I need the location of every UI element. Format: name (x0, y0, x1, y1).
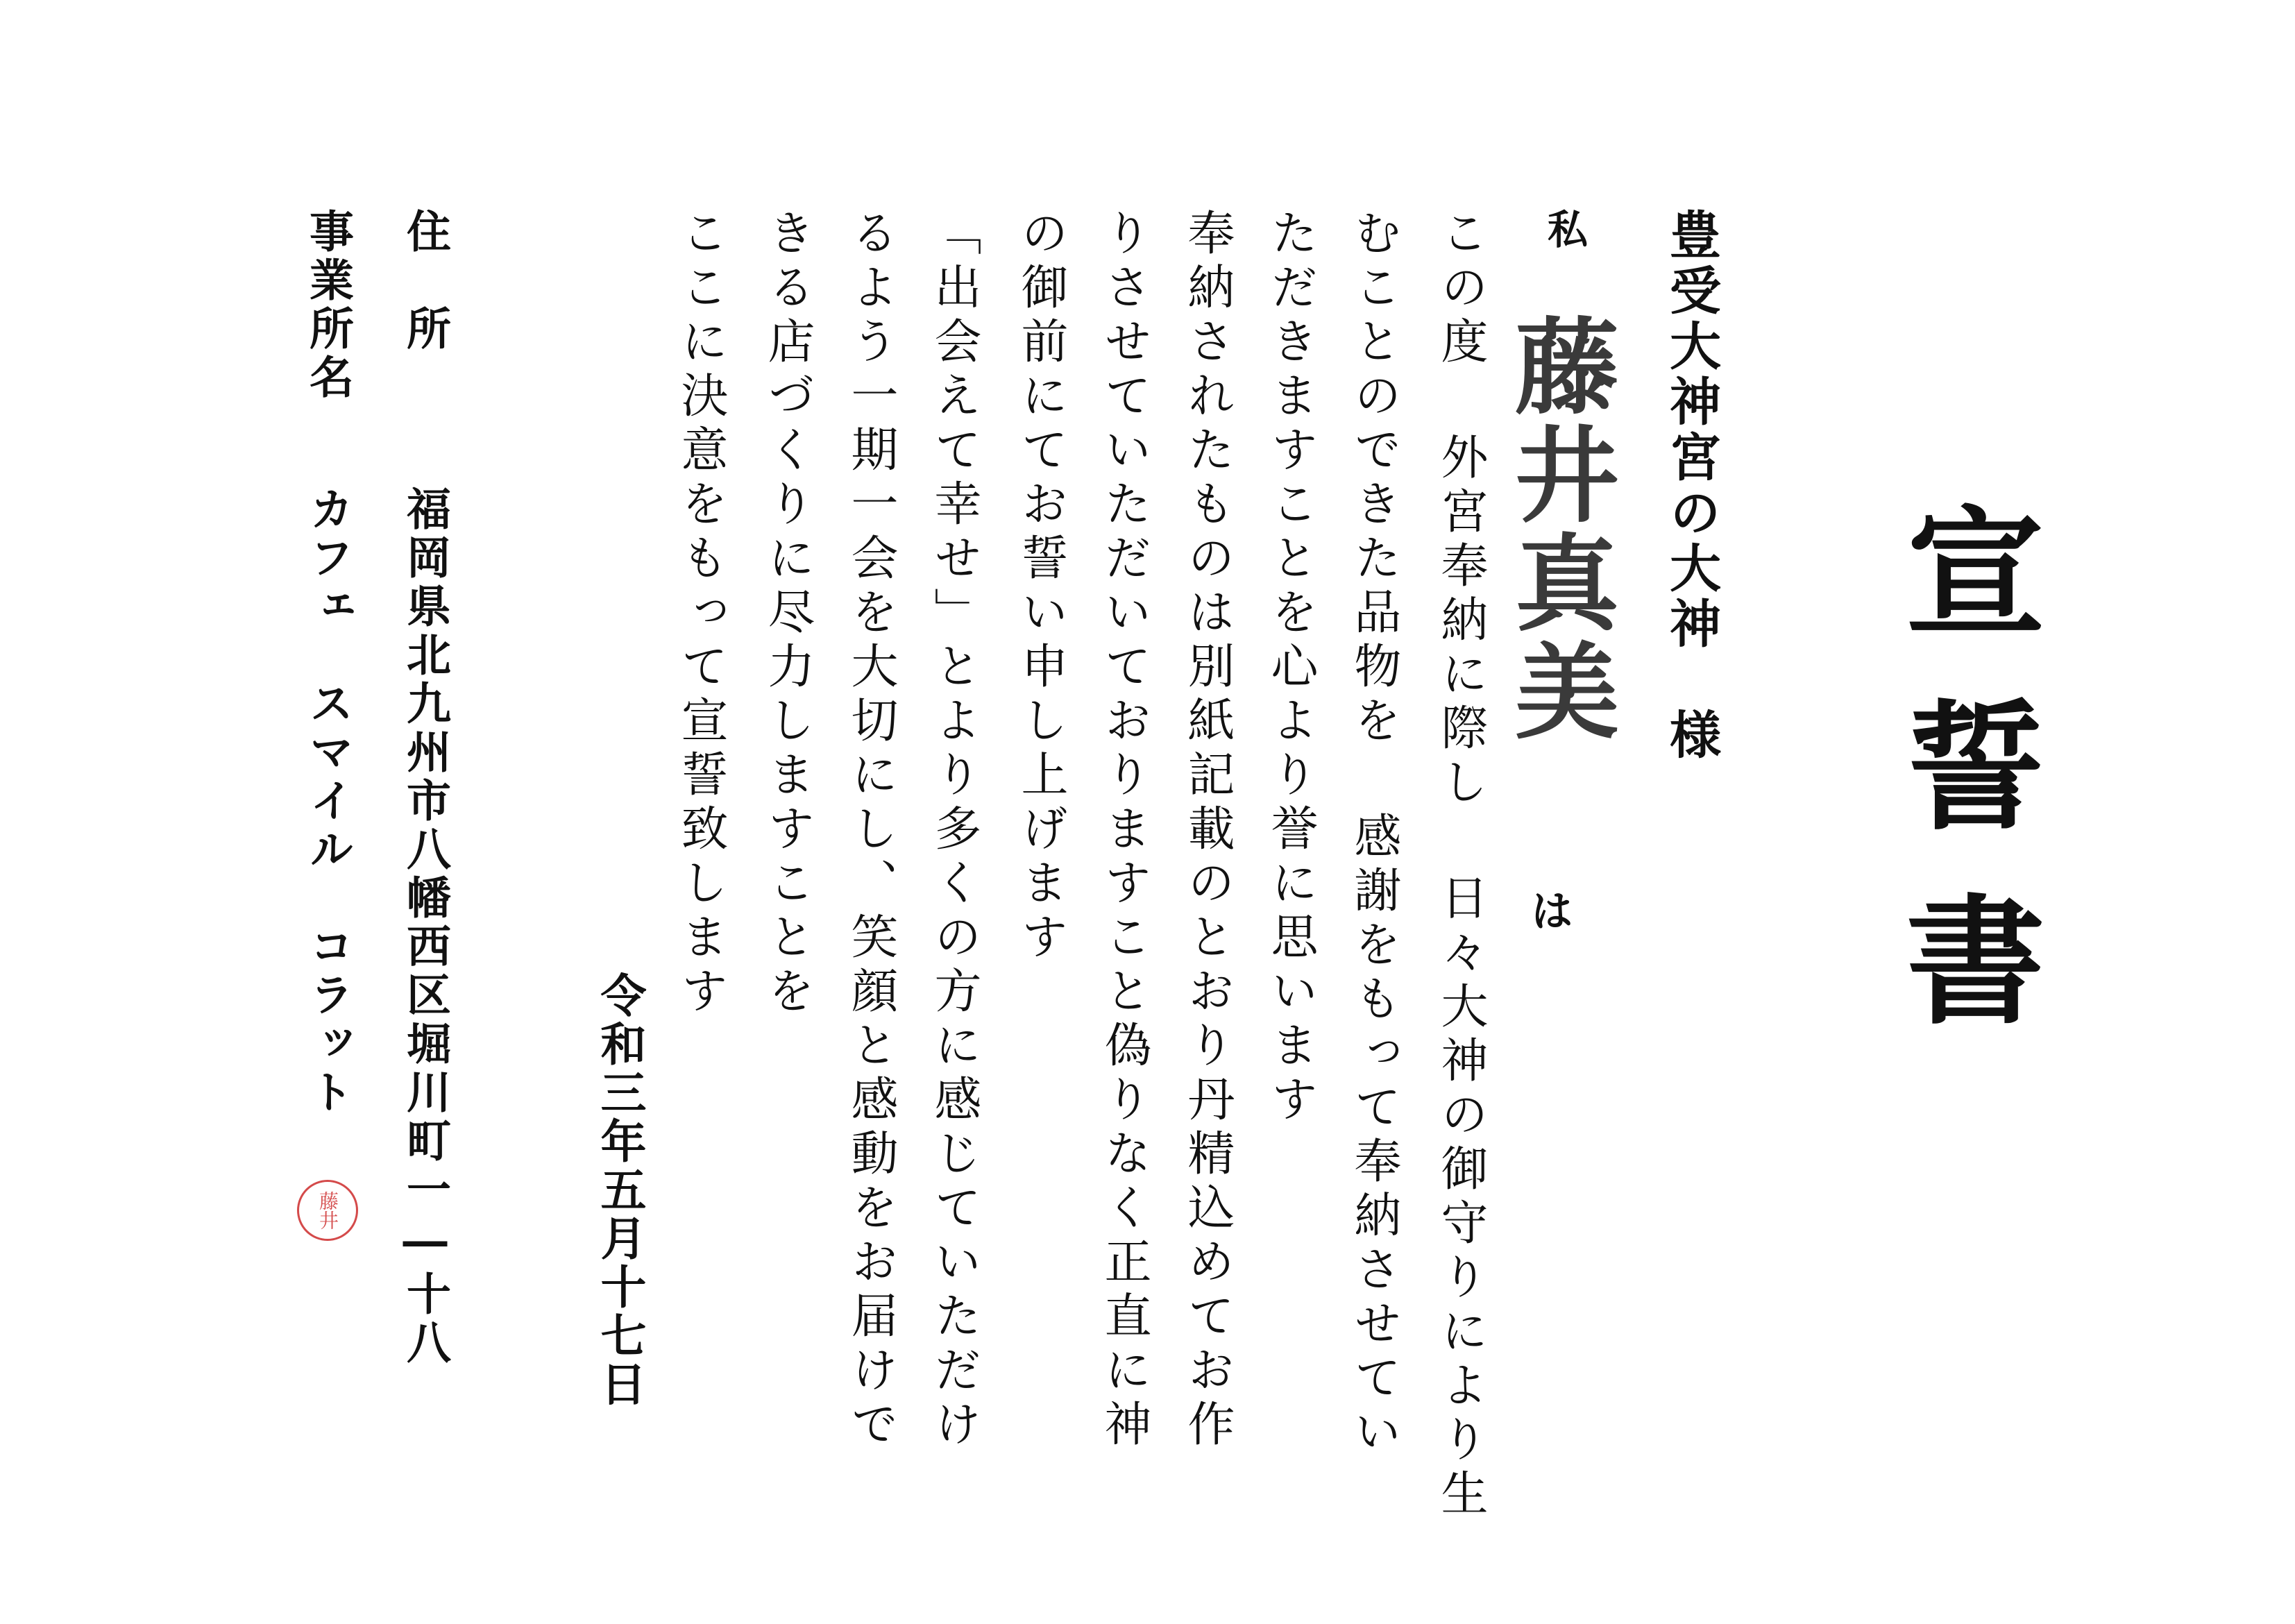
body-line-2: むことのできた品物を 感謝をもって奉納させてい (1346, 208, 1401, 1461)
body-line-9: きる店づくりに尽力しますことを (760, 208, 815, 1020)
seal-stamp: 藤井 (297, 1180, 358, 1241)
body-line-4: 奉納されたものは別紙記載のとおり丹精込めてお作 (1180, 208, 1235, 1453)
body-line-7: 「出会えて幸せ」とより多くの方に感じていただけ (926, 208, 981, 1453)
address-value: 福岡県北九州市八幡西区堀川町一―十八 (399, 486, 451, 1368)
body-line-1: この度 外宮奉納に際し 日々大神の御守りにより生 (1433, 208, 1488, 1523)
signer-name: 藤井真美 (1497, 312, 1619, 745)
date-line: 令和三年五月十七日 (593, 972, 647, 1409)
addressee-line: 豊受大神宮の大神 様 (1661, 208, 1721, 763)
body-line-3: ただきますことを心より誉に思います (1263, 208, 1318, 1128)
body-line-10: ここに決意をもって宣誓致します (673, 208, 728, 1020)
signer-suffix: は (1523, 888, 1574, 931)
business-label: 事業所名 (302, 208, 354, 403)
address-label: 住 所 (399, 208, 451, 354)
body-line-6: の御前にてお誓い申し上げます (1013, 208, 1068, 966)
business-value: カフェ スマイル コラット (302, 486, 354, 1117)
body-line-5: りさせていただいておりますこと偽りなく正直に神 (1096, 208, 1151, 1453)
document-title: 宣誓書 (1883, 500, 2046, 1083)
signer-label: 私 (1541, 208, 1588, 248)
body-line-8: るよう一期一会を大切にし、笑顔と感動をお届けで (843, 208, 898, 1453)
